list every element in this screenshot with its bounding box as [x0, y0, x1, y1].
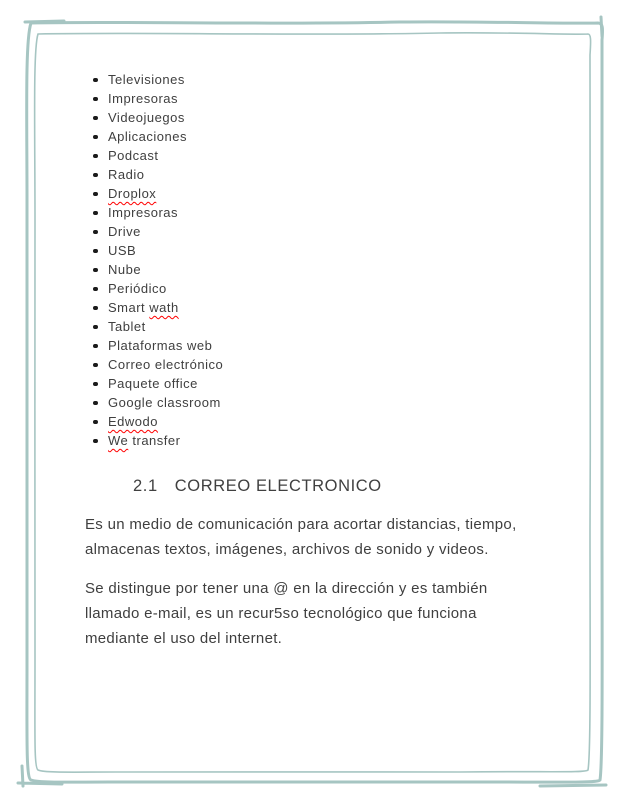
- list-item: [85, 184, 560, 203]
- list-item-text: Videojuegos: [108, 110, 185, 125]
- list-item-text: Nube: [108, 262, 142, 277]
- list-item: [85, 260, 560, 279]
- list-item-text: Televisiones: [108, 72, 185, 87]
- list-item-text: Smart: [108, 300, 150, 315]
- section-heading: [133, 477, 560, 496]
- body-paragraph: [85, 576, 560, 651]
- misspelled-word: Droplox: [108, 186, 157, 201]
- list-item-text: Correo electrónico: [108, 357, 224, 372]
- misspelled-word: Edwodo: [108, 414, 158, 429]
- list-item: [85, 317, 560, 336]
- list-item: [85, 393, 560, 412]
- list-item: [85, 108, 560, 127]
- paragraph-line: Se distingue por tener una @ en la dirección y es también: [85, 580, 488, 597]
- paragraph-line: llamado e-mail, es un recur5so tecnológico que funciona: [85, 605, 477, 622]
- list-item: [85, 279, 560, 298]
- list-item: [85, 165, 560, 184]
- list-item: [85, 298, 560, 317]
- body-paragraph: [85, 512, 560, 562]
- paragraph-line: almacenas textos, imágenes, archivos de sonido y videos.: [85, 541, 489, 558]
- list-item: [85, 355, 560, 374]
- list-item: [85, 431, 560, 450]
- list-item-text: Google classroom: [108, 395, 221, 410]
- misspelled-word: wath: [149, 300, 179, 315]
- list-item-text: Paquete office: [108, 376, 198, 391]
- list-item: [85, 412, 560, 431]
- list-item: [85, 222, 560, 241]
- list-item: [85, 241, 560, 260]
- document-content: [85, 70, 560, 665]
- list-item: [85, 336, 560, 355]
- list-item-text: Radio: [108, 167, 145, 182]
- misspelled-word: We: [108, 433, 129, 448]
- list-item-text: Podcast: [108, 148, 159, 163]
- list-item-text: Aplicaciones: [108, 129, 187, 144]
- list-item-text: Drive: [108, 224, 141, 239]
- paragraph-line: Es un medio de comunicación para acortar distancias, tiempo,: [85, 516, 517, 533]
- list-item-text: Plataformas web: [108, 338, 213, 353]
- list-item: [85, 374, 560, 393]
- paragraphs: [85, 512, 560, 651]
- list-item-text: Impresoras: [108, 91, 179, 106]
- list-item-text: Tablet: [108, 319, 146, 334]
- list-item: [85, 89, 560, 108]
- list-item: [85, 70, 560, 89]
- list-item-text: Periódico: [108, 281, 167, 296]
- list-item: [85, 203, 560, 222]
- list-item-text: transfer: [128, 433, 181, 448]
- bullet-list: [85, 70, 560, 450]
- list-item-text: USB: [108, 243, 137, 258]
- list-item-text: Impresoras: [108, 205, 179, 220]
- section-number: 2.1: [133, 477, 158, 495]
- paragraph-line: mediante el uso del internet.: [85, 630, 283, 647]
- section-title: CORREO ELECTRONICO: [174, 477, 382, 495]
- list-item: [85, 146, 560, 165]
- list-item: [85, 127, 560, 146]
